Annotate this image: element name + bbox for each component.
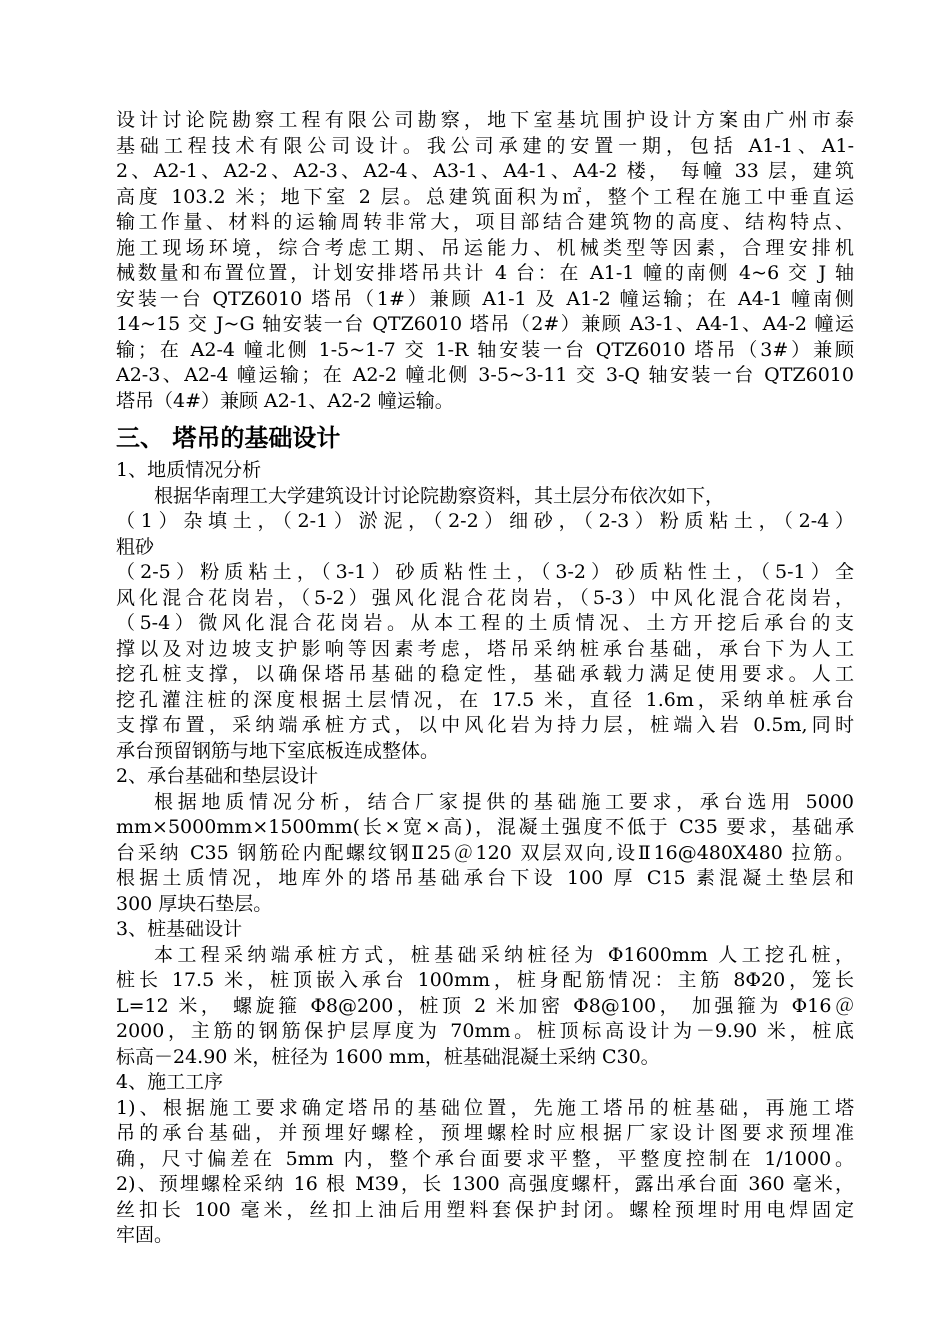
subsection-title: 1、地质情况分析 <box>116 459 262 481</box>
text-line: 输；在 A2-4 幢北侧 1-5~1-7 交 1-R 轴安装一台 QTZ6010 塔吊（3#）兼顾 <box>116 338 854 361</box>
text-line: 台采纳 C35 钢筋砼内配螺纹钢Ⅱ25＠120 双层双向,设Ⅱ16@480X480 拉筋。 <box>116 841 854 864</box>
document-page <box>116 108 854 1249</box>
text-line: 标高－24.90 米，桩径为 1600 mm，桩基础混凝土采纳 C30。 <box>116 1045 660 1068</box>
text-line: 本工程采纳端承桩方式，桩基础采纳桩径为 Φ1600mm 人工挖孔桩， <box>154 943 854 966</box>
section-procedure <box>116 1070 854 1249</box>
text-line: 2000，主筋的钢筋保护层厚度为 70mm。桩顶标高设计为－9.90 米，桩底 <box>116 1020 854 1042</box>
subsection-title: 3、桩基础设计 <box>116 918 243 940</box>
text-line: 安装一台 QTZ6010 塔吊（1#）兼顾 A1-1 及 A1-2 幢运输；在 A4-1 幢南侧 <box>116 287 854 310</box>
text-line: （5-4）微风化混合花岗岩。从本工程的土质情况、土方开挖后承台的支 <box>116 612 854 634</box>
text-line: 2)、预埋螺栓采纳 16 根 M39，长 1300 高强度螺杆，露出承台面 360 毫米， <box>116 1173 854 1195</box>
text-line: A2-3、A2-4 幢运输；在 A2-2 幢北侧 3-5~3-11 交 3-Q 轴安装一台 QTZ6010 <box>116 364 854 386</box>
text-line: mm×5000mm×1500mm(长×宽×高)，混凝土强度不低于 C35 要求，基础承 <box>116 816 854 838</box>
section-platform <box>116 764 854 917</box>
text-line: （1）杂填土，（2-1）淤泥，（2-2）细砂，（2-3）粉质粘土，（2-4） <box>116 510 854 532</box>
text-line: 撑以及对边坡支护影响等因素考虑，塔吊采纳桩承台基础，承台下为人工 <box>116 637 854 660</box>
intro-paragraph <box>116 108 854 414</box>
text-line: 300 厚块石垫层。 <box>116 892 273 915</box>
text-line: 根据华南理工大学建筑设计讨论院勘察资料，其土层分布依次如下， <box>154 484 725 507</box>
text-line: 牢固。 <box>116 1224 174 1246</box>
text-line: 1)、根据施工要求确定塔吊的基础位置，先施工塔吊的桩基础，再施工塔 <box>116 1096 854 1119</box>
text-line: 高度 103.2 米；地下室 2 层。总建筑面积为㎡，整个工程在施工中垂直运 <box>116 185 854 208</box>
text-line: 丝扣长 100 毫米，丝扣上油后用塑料套保护封闭。螺栓预埋时用电焊固定 <box>116 1198 854 1221</box>
text-line: 械数量和布置位置，计划安排塔吊共计 4 台：在 A1-1 幢的南侧 4~6 交 J 轴 <box>116 262 854 284</box>
text-line: 14~15 交 J~G 轴安装一台 QTZ6010 塔吊（2#）兼顾 A3-1、A4-1、A4-2 幢运 <box>116 313 854 335</box>
text-line: 挖孔灌注桩的深度根据土层情况，在 17.5 米，直径 1.6m，采纳单桩承台 <box>116 688 854 711</box>
text-line: 施工现场环境，综合考虑工期、吊运能力、机械类型等因素，合理安排机 <box>116 236 854 259</box>
text-line: 根据地质情况分析，结合厂家提供的基础施工要求，承台选用 5000 <box>154 790 854 813</box>
text-line: 承台预留钢筋与地下室底板连成整体。 <box>116 739 440 762</box>
section-pile <box>116 917 854 1070</box>
text-line: （2-5）粉质粘土，（3-1）砂质粘性土，（3-2）砂质粘性土，（5-1）全 <box>116 561 854 583</box>
text-line: 塔吊（4#）兼顾 A2-1、A2-2 幢运输。 <box>116 389 454 412</box>
text-line: 吊的承台基础，并预埋好螺栓，预埋螺栓时应根据厂家设计图要求预埋准 <box>116 1122 854 1144</box>
section-geology <box>116 458 854 764</box>
text-line: 挖孔桩支撑，以确保塔吊基础的稳定性，基础承载力满足使用要求。人工 <box>116 663 854 685</box>
text-line: 支撑布置，采纳端承桩方式，以中风化岩为持力层，桩端入岩 0.5m,同时 <box>116 714 854 736</box>
text-line: 设计讨论院勘察工程有限公司勘察，地下室基坑围护设计方案由广州市泰 <box>116 109 854 131</box>
text-line: 确，尺寸偏差在 5mm 内，整个承台面要求平整，平整度控制在 1/1000。 <box>116 1147 854 1170</box>
text-line: 根据土质情况，地库外的塔吊基础承台下设 100 厚 C15 素混凝土垫层和 <box>116 867 854 889</box>
subsection-title: 2、承台基础和垫层设计 <box>116 765 319 787</box>
text-line: 粗砂 <box>116 535 155 558</box>
text-line: 基础工程技术有限公司设计。我公司承建的安置一期，包括 A1-1、A1- <box>116 134 854 157</box>
text-line: 桩长 17.5 米，桩顶嵌入承台 100mm，桩身配筋情况：主筋 8Φ20，笼长 <box>116 969 854 991</box>
subsection-title: 4、施工工序 <box>116 1071 224 1093</box>
text-line: 2、A2-1、A2-2、A2-3、A2-4、A3-1、A4-1、A4-2 楼， 每幢 33 层，建筑 <box>116 160 854 182</box>
text-line: 输工作量、材料的运输周转非常大，项目部结合建筑物的高度、结构特点、 <box>116 211 854 233</box>
section-heading: 三、 塔吊的基础设计 <box>116 424 341 452</box>
text-line: L=12 米， 螺旋箍 Φ8@200，桩顶 2 米加密 Φ8@100， 加强箍为 Φ16＠ <box>116 994 854 1017</box>
text-line: 风化混合花岗岩，（5-2）强风化混合花岗岩，（5-3）中风化混合花岗岩， <box>116 586 854 609</box>
